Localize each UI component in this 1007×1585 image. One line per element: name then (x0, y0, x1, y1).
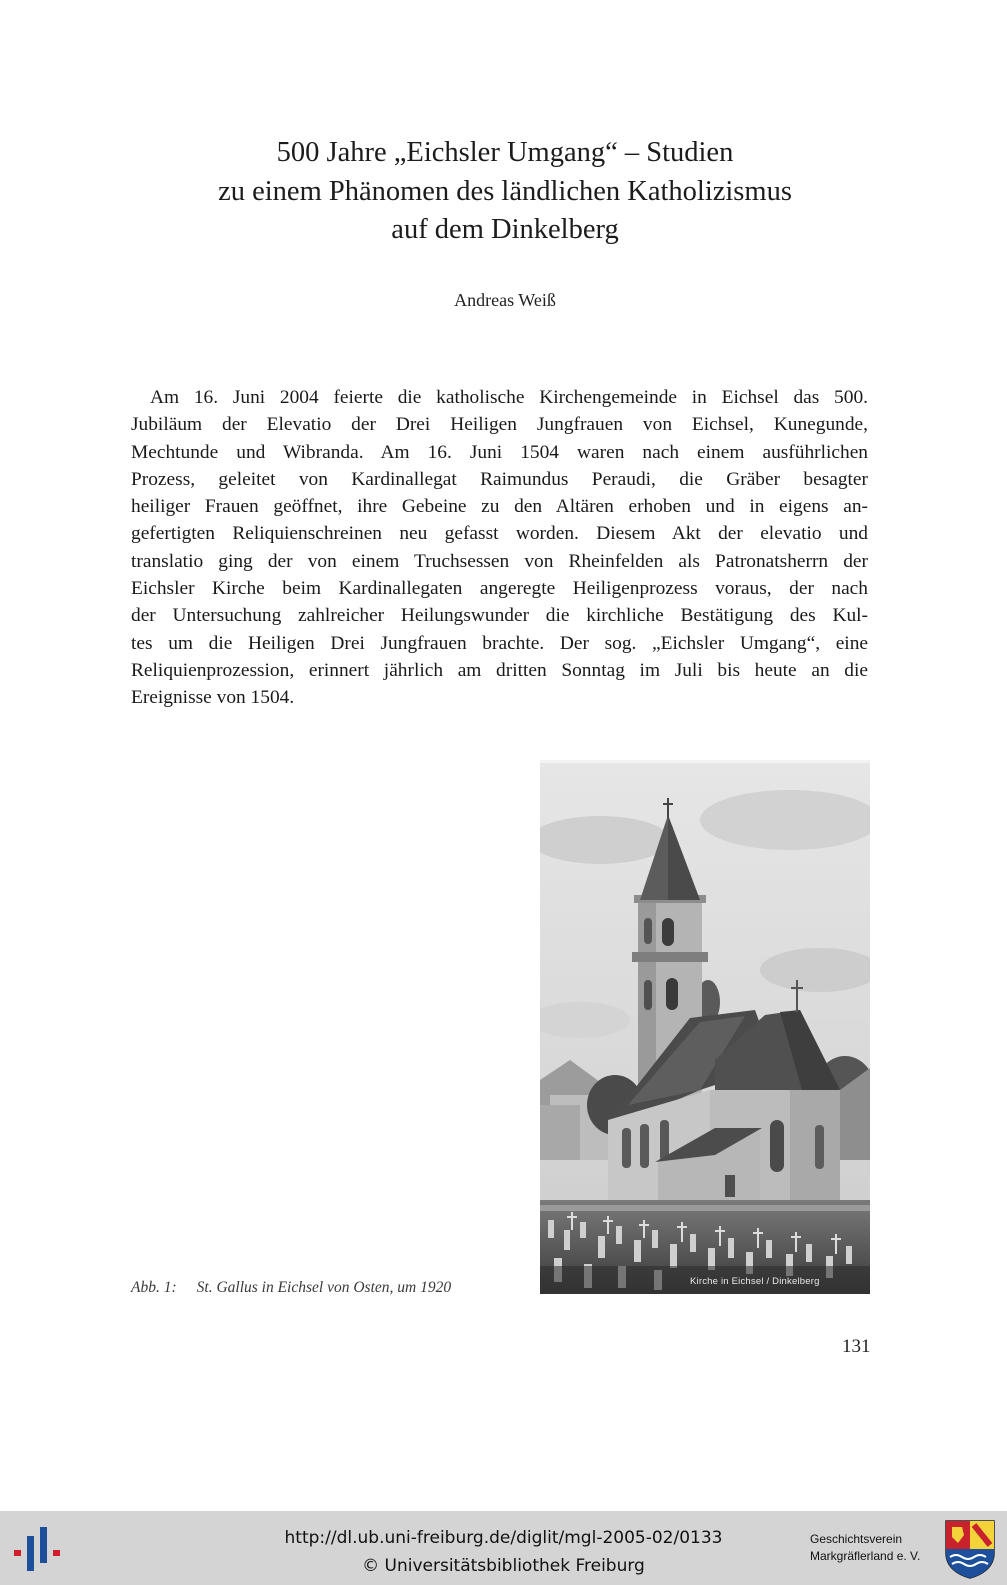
paragraph-line: der Untersuchung zahlreicher Heilungswunder die kirchliche Bestätigung des Kul- (131, 605, 868, 627)
paragraph-line: Mechtunde und Wibranda. Am 16. Juni 1504 waren nach einem ausführlichen (131, 441, 868, 463)
article-author: Andreas Weiß (454, 290, 556, 310)
title-line: auf dem Dinkelberg (391, 214, 619, 245)
title-line: 500 Jahre „Eichsler Umgang“ – Studien (276, 137, 734, 168)
caption-label: Abb. 1: (131, 1279, 177, 1296)
article-title (120, 134, 890, 250)
footer-bar (0, 1511, 1007, 1585)
title-line: zu einem Phänomen des ländlichen Katholizismus (218, 175, 792, 207)
coat-of-arms-icon (944, 1519, 996, 1579)
footer-society-name (810, 1531, 920, 1565)
paragraph-line: Eichsler Kirche beim Kardinallegaten angeregte Heiligenprozess voraus, der nach (131, 578, 868, 600)
paragraph-line: tes um die Heiligen Drei Jungfrauen brachte. Der sog. „Eichsler Umgang“, eine (131, 632, 868, 654)
paragraph-line: Reliquienprozession, erinnert jährlich am dritten Sonntag im Juli bis heute an die (131, 659, 868, 681)
article-paragraph (131, 384, 868, 712)
caption-text: St. Gallus in Eichsel von Osten, um 1920 (196, 1279, 452, 1296)
footer-url-link[interactable]: http://dl.ub.uni-freiburg.de/diglit/mgl-2005-02/0133 (284, 1528, 723, 1548)
paragraph-line: Am 16. Juni 2004 feierte die katholische Kirchengemeinde in Eichsel das 500. (150, 387, 868, 408)
figure-caption (131, 1279, 451, 1297)
paragraph-line: heiliger Frauen geöffnet, ihre Gebeine zu den Altären erhoben und in eigens an- (131, 496, 868, 518)
paragraph-line: Jubiläum der Elevatio der Drei Heiligen Jungfrauen von Eichsel, Kunegunde, (131, 414, 868, 436)
society-line: Geschichtsverein (810, 1532, 903, 1546)
photo-label: Kirche in Eichsel / Dinkelberg (690, 1276, 820, 1287)
church-photo (540, 760, 870, 1294)
society-line: Markgräflerland e. V. (810, 1549, 921, 1563)
paragraph-line: gefertigten Reliquienschreinen neu gefasst worden. Diesem Akt der elevatio und (131, 523, 868, 545)
paragraph-line: translatio ging der von einem Truchsessen von Rheinfelden als Patronatsherrn der (131, 550, 868, 572)
paragraph-line: Prozess, geleitet von Kardinallegat Raimundus Peraudi, die Gräber besagter (131, 468, 868, 490)
footer-copyright: © Universitätsbibliothek Freiburg (362, 1556, 645, 1576)
paragraph-line: Ereignisse von 1504. (131, 687, 295, 709)
page-number: 131 (842, 1336, 871, 1357)
